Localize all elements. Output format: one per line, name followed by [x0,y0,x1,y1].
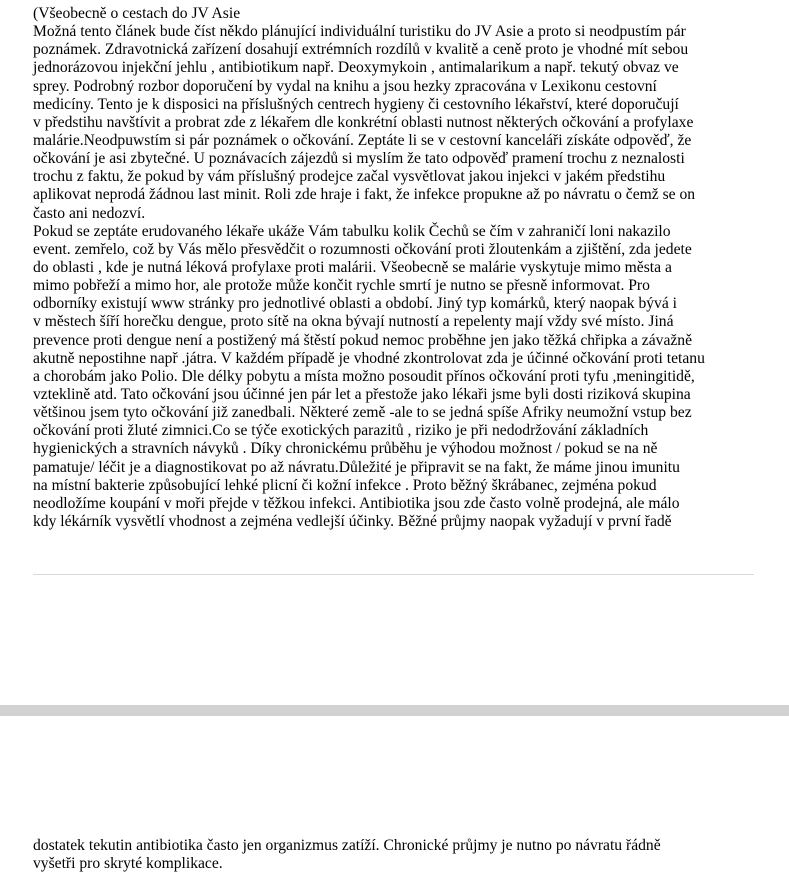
text-line: v předstihu navštívit a probrat zde z lékařem dle konkrétní oblasti nutnost některých očkování a profylaxe [33,113,694,131]
text-line: jednorázovou injekční jehlu , antibiotikum např. Deoxymykoin , antimalarikum a např. tekutý obvaz ve [33,59,679,77]
text-line: aplikovat neprodá žádnou last minit. Roli zde hraje i fakt, že infekce propukne až po návratu o čemž se on [33,186,696,204]
text-line: malárie.Neodpuwstím si pár poznámek o očkování. Zeptáte li se v cestovní kanceláři získáte odpověď, že [33,131,692,149]
text-line: očkování proti žluté zimnici.Co se týče exotických parazitů , riziko je při nedodržování základních [33,422,649,440]
text-line: vzteklině atd. Tato očkování jsou účinné jen pár let a přestože jako lékaři jsme byli dosti riziková skupina [33,385,691,403]
text-line: odborníky existují www stránky pro jednotlivé oblasti a období. Jiný typ komárků, který naopak bývá i [33,295,678,313]
text-line: kdy lékárník vysvětlí vhodnost a zejména vedlejší účinky. Běžné průjmy naopak vyžadují v první řadě [33,512,672,530]
text-line: poznámek. Zdravotnická zařízení dosahují extrémních rozdílů v kvalitě a ceně proto je vhodné mít sebou [33,41,689,59]
page-1-text [33,5,755,531]
document-page-2 [0,716,789,883]
text-line: prevence proti dengue není a postižený má štěstí pokud nemoc proběhne jen jako těžká chřipka a závažně [33,331,693,349]
text-line: v městech šíří horečku dengue, proto sítě na okna bývají nutností a repelenty mají vždy své místo. Jiná [33,313,674,331]
text-line: trochu z faktu, že pokud by vám příslušný prodejce začal vysvětlovat jakou injekci v jakém předstihu [33,168,666,186]
text-line: medicíny. Tento je k disposici na příslušných centrech hygieny či cestovního lékařství, které doporučují [33,95,679,113]
text-line: Pokud se zeptáte erudovaného lékaře ukáže Vám tabulku kolik Čechů se čím v zahraničí loni nakazilo [33,222,671,240]
text-line: a chorobám jako Polio. Dle délky pobytu a místa možno posoudit přínos očkování proti tyfu ,meningitidě, [33,367,695,385]
text-line: očkování je asi zbytečné. U poznávacích zájezdů si myslím že tato odpověď pramení trochu z neznalosti [33,150,685,168]
page-2-text [33,837,755,873]
text-line: akutně nepostihne např .játra. V každém případě je vhodné zkontrolovat zda je účinné očkování proti tetanu [33,349,705,367]
text-line: hygienických a stravních návyků . Díky chronickému průběhu je výhodou možnost / pokud se na ně [33,440,658,458]
page-bottom-rule [33,574,754,575]
text-line: neodložíme koupání v moři přejde v těžkou infekci. Antibiotika jsou zde často volně prodejná, ale málo [33,494,680,512]
page-separator [0,705,789,716]
text-line: na místní bakterie způsobující lehké plicní či kožní infekce . Proto běžný škrábanec, zejména pokud [33,476,657,494]
text-line: (Všeobecně o cestach do JV Asie [33,5,241,22]
text-line: event. zemřelo, což by Vás mělo přesvědčit o rozumnosti očkování proti žloutenkám a zjištění, zda jedete [33,240,692,258]
text-line: sprey. Podrobný rozbor doporučení by vydal na knihu a jsou hezky zpracována v Lexikonu cestovní [33,77,657,95]
text-line: mimo pobřeží a mimo hor, ale protože může končit rychle smrtí je nutno se přesně informovat. Pro [33,277,650,295]
text-line: Možná tento článek bude číst někdo plánující individuální turistiku do JV Asie a proto si neodpustím pár [33,23,686,41]
text-line: pamatuje/ léčit je a diagnostikovat po až návratu.Důležité je připravit se na fakt, že máme jinou imunitu [33,458,680,476]
text-line: často ani nedozví. [33,204,146,222]
text-line: většinou jsem tyto očkování již zanedbali. Některé země -ale to se jedná spíše Afriky neumožní vstup bez [33,404,692,422]
text-line: do oblasti , kde je nutná léková profylaxe proti malárii. Všeobecně se malárie vyskytuje mimo města a [33,258,672,276]
text-line: vyšetři pro skryté komplikace. [33,855,223,873]
text-line: dostatek tekutin antibiotika často jen organizmus zatíží. Chronické průjmy je nutno po návratu řádně [33,837,661,854]
